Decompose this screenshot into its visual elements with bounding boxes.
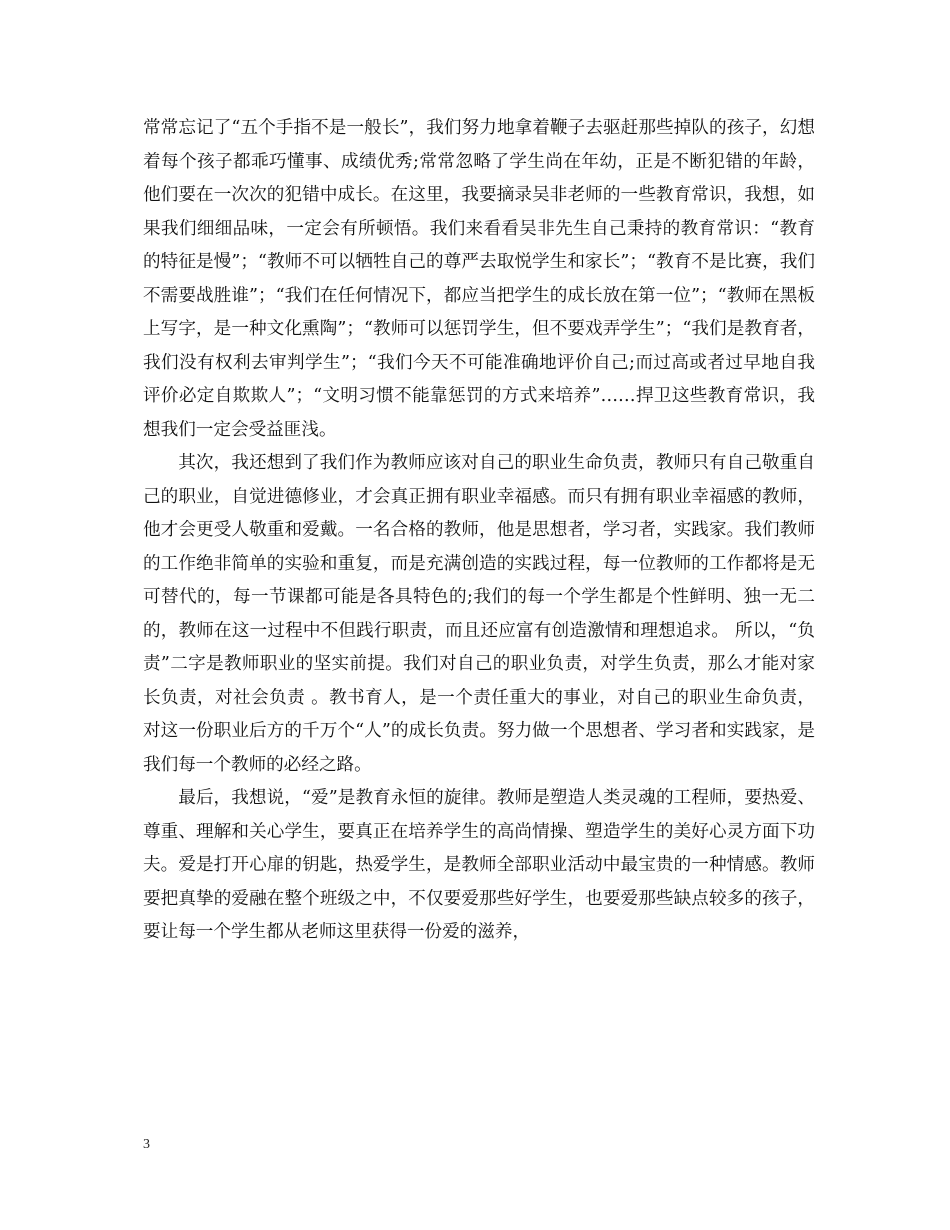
paragraph-1: 常常忘记了“五个手指不是一般长”，我们努力地拿着鞭子去驱赶那些掉队的孩子，幻想着每个孩子都乖巧懂事、成绩优秀;常常忽略了学生尚在年幼，正是不断犯错的年龄，他们要在一次次的犯错中成长。在这里，我要摘录吴非老师的一些教育常识，我想，如果我们细细品味，一定会有所顿悟。我们来看看吴非先生自己秉持的教育常识：“教育的特征是慢”；“教师不可以牺牲自己的尊严去取悦学生和家长”；“教育不是比赛，我们不需要战胜谁”；“我们在任何情况下，都应当把学生的成长放在第一位”；“教师在黑板上写字，是一种文化熏陶”；“教师可以惩罚学生，但不要戏弄学生”；“我们是教育者，我们没有权利去审判学生”；“我们今天不可能准确地评价自己;而过高或者过早地自我评价必定自欺欺人”；“文明习惯不能靠惩罚的方式来培养”……捍卫这些教育常识，我想我们一定会受益匪浅。 bbox=[143, 118, 815, 440]
page-number: 3 bbox=[143, 1137, 150, 1152]
body-text bbox=[143, 112, 815, 950]
paragraph-2: 其次，我还想到了我们作为教师应该对自己的职业生命负责，教师只有自己敬重自己的职业，自觉进德修业，才会真正拥有职业幸福感。而只有拥有职业幸福感的教师，他才会更受人敬重和爱戴。一名合格的教师，他是思想者，学习者，实践家。我们教师的工作绝非简单的实验和重复，而是充满创造的实践过程，每一位教师的工作都将是无可替代的，每一节课都可能是各具特色的;我们的每一个学生都是个性鲜明、独一无二的，教师在这一过程中不但践行职责，而且还应富有创造激情和理想追求。 所以，“负责”二字是教师职业的坚实前提。我们对自己的职业负责，对学生负责，那么才能对家长负责，对社会负责 。教书育人，是一个责任重大的事业，对自己的职业生命负责，对这一份职业后方的千万个“人”的成长负责。努力做一个思想者、学习者和实践家，是我们每一个教师的必经之路。 bbox=[143, 453, 815, 775]
paragraph-3: 最后，我想说，“爱”是教育永恒的旋律。教师是塑造人类灵魂的工程师，要热爱、尊重、理解和关心学生，要真正在培养学生的高尚情操、塑造学生的美好心灵方面下功夫。爱是打开心扉的钥匙，热爱学生，是教师全部职业活动中最宝贵的一种情感。教师要把真挚的爱融在整个班级之中，不仅要爱那些好学生，也要爱那些缺点较多的孩子，要让每一个学生都从老师这里获得一份爱的滋养， bbox=[143, 788, 815, 942]
